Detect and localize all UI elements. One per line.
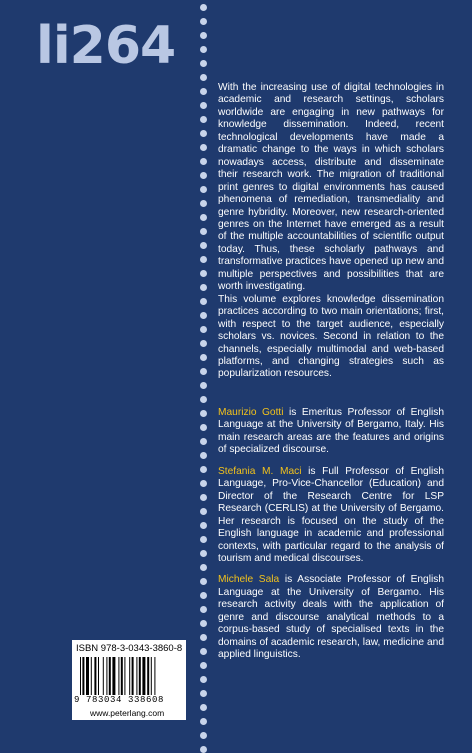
- decorative-dot: [200, 536, 207, 543]
- decorative-dot: [200, 648, 207, 655]
- decorative-dot: [200, 466, 207, 473]
- abstract-paragraph-1: With the increasing use of digital technologies in academic and research settings, scholars worldwide are engaging in new pathways for knowledge dissemination. Indeed, recent technological developments have made a dramatic change to the ways in which scholars nowadays access, distribute and disseminate their research work. The migration of traditional print genres to digital environments has caused phenomena of remediation, transmediality and genre hybridity. Moreover, new research-oriented genres on the Internet have emerged as a result of the multiple accountabilities of scientific output today. Thus, these scholarly pathways and transformative practices have opened up new and multiple perspectives and possibilities that are worth investigating.: [218, 82, 444, 293]
- decorative-dot: [200, 102, 207, 109]
- decorative-dot: [200, 88, 207, 95]
- decorative-dot: [200, 578, 207, 585]
- decorative-dot: [200, 298, 207, 305]
- decorative-dot: [200, 326, 207, 333]
- abstract: [218, 82, 444, 381]
- barcode-icon: [80, 657, 180, 695]
- decorative-dot: [200, 228, 207, 235]
- decorative-dot: [200, 382, 207, 389]
- decorative-dot: [200, 130, 207, 137]
- decorative-dot: [200, 32, 207, 39]
- decorative-dot: [200, 172, 207, 179]
- decorative-dot: [200, 508, 207, 515]
- decorative-dot: [200, 494, 207, 501]
- author-bios: [218, 407, 444, 671]
- decorative-dot: [200, 18, 207, 25]
- decorative-dot: [200, 438, 207, 445]
- author-name: Michele Sala: [218, 574, 280, 586]
- decorative-dot: [200, 550, 207, 557]
- decorative-dot: [200, 284, 207, 291]
- decorative-dot: [200, 354, 207, 361]
- decorative-dot: [200, 480, 207, 487]
- dot-column: [200, 0, 210, 750]
- decorative-dot: [200, 186, 207, 193]
- decorative-dot: [200, 242, 207, 249]
- decorative-dot: [200, 46, 207, 53]
- bio-text: is Emeritus Professor of English Language at the University of Bergamo, Italy. His main research areas are the features and origins of specialized discourse.: [218, 407, 444, 456]
- decorative-dot: [200, 410, 207, 417]
- decorative-dot: [200, 676, 207, 683]
- decorative-dot: [200, 620, 207, 627]
- decorative-dot: [200, 690, 207, 697]
- decorative-dot: [200, 312, 207, 319]
- decorative-dot: [200, 256, 207, 263]
- bio-gotti: [218, 407, 444, 457]
- decorative-dot: [200, 606, 207, 613]
- publisher-url: www.peterlang.com: [90, 708, 165, 718]
- decorative-dot: [200, 592, 207, 599]
- decorative-dot: [200, 662, 207, 669]
- bio-maci: [218, 466, 444, 566]
- series-number: li264: [36, 16, 176, 76]
- decorative-dot: [200, 214, 207, 221]
- decorative-dot: [200, 116, 207, 123]
- decorative-dot: [200, 144, 207, 151]
- bio-text: is Full Professor of English Language, Pro-Vice-Chancellor (Education) and Director of the Research Centre for LSP Research (CERLIS) at the University of Bergamo. Her research is focused on the study of the English language in academic and professional contexts, with particular regard to the analysis of tourism and medical discourses.: [218, 465, 444, 564]
- ean-number: 9 783034 338608: [74, 695, 165, 705]
- decorative-dot: [200, 564, 207, 571]
- author-name: Maurizio Gotti: [218, 407, 284, 418]
- decorative-dot: [200, 4, 207, 11]
- decorative-dot: [200, 452, 207, 459]
- decorative-dot: [200, 158, 207, 165]
- decorative-dot: [200, 424, 207, 431]
- decorative-dot: [200, 718, 207, 725]
- decorative-dot: [200, 60, 207, 67]
- decorative-dot: [200, 340, 207, 347]
- decorative-dot: [200, 732, 207, 739]
- decorative-dot: [200, 634, 207, 641]
- decorative-dot: [200, 74, 207, 81]
- author-name: Stefania M. Maci: [218, 465, 302, 477]
- decorative-dot: [200, 396, 207, 403]
- decorative-dot: [200, 704, 207, 711]
- bio-sala: [218, 574, 444, 661]
- decorative-dot: [200, 200, 207, 207]
- decorative-dot: [200, 368, 207, 375]
- barcode-panel: [72, 640, 186, 720]
- abstract-paragraph-2: This volume explores knowledge dissemination practices according to two main orientations; first, with respect to the target audience, especially scholars vs. novices. Second in relation to the channels, especially multimodal and web-based platforms, and changing strategies such as popularization resources.: [218, 293, 444, 380]
- decorative-dot: [200, 270, 207, 277]
- decorative-dot: [200, 522, 207, 529]
- bio-text: is Associate Professor of English Language at the University of Bergamo. His research activity deals with the application of genre and discourse analytical methods to a corpus-based study of specialised texts in the domains of academic research, law, medicine and applied linguistics.: [218, 574, 444, 661]
- isbn-label: ISBN 978-3-0343-3860-8: [76, 643, 183, 654]
